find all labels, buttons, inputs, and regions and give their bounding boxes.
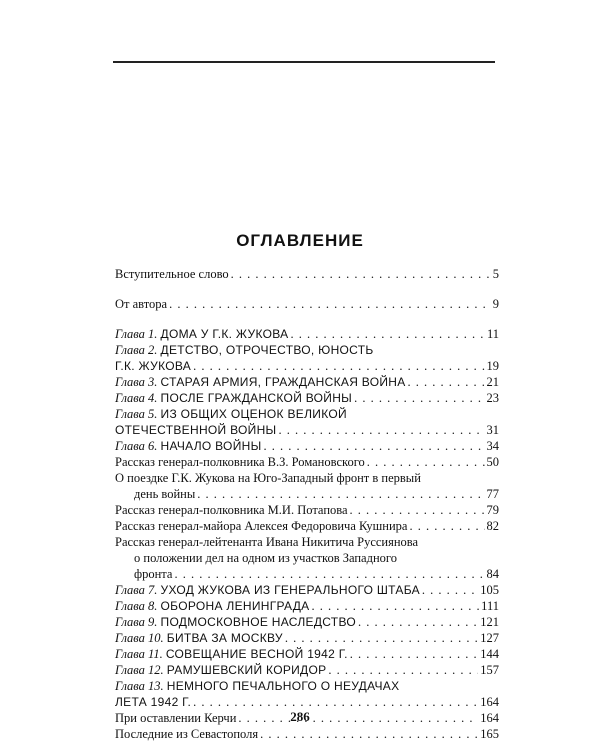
toc-entry-title-cont: фронта <box>134 567 173 581</box>
chapter-number: Глава 10. <box>115 631 164 645</box>
dot-leader <box>193 694 478 710</box>
chapter-number: Глава 1. <box>115 327 158 341</box>
toc-entry-title-cont: ОТЕЧЕСТВЕННОЙ ВОЙНЫ <box>115 423 277 437</box>
toc-entry[interactable] <box>115 374 499 390</box>
header-rule <box>113 61 495 63</box>
chapter-number: Глава 7. <box>115 583 158 597</box>
toc-entry-title: ДОМА У Г.К. ЖУКОВА <box>160 327 289 341</box>
chapter-number: Глава 3. <box>115 375 158 389</box>
toc-entry-continuation <box>115 358 499 374</box>
toc-entry[interactable] <box>115 678 499 694</box>
toc-entry-page: 164 <box>480 695 499 709</box>
chapter-number: Глава 4. <box>115 391 158 405</box>
chapter-number: Глава 8. <box>115 599 158 613</box>
dot-leader <box>311 598 479 614</box>
toc-entry[interactable] <box>115 518 499 534</box>
toc-entry[interactable] <box>115 598 499 614</box>
toc-entry[interactable] <box>115 326 499 342</box>
toc-entry[interactable] <box>115 454 499 470</box>
toc-entry-page: 157 <box>480 663 499 677</box>
dot-leader <box>409 518 484 534</box>
toc-entry-title: ПОДМОСКОВНОЕ НАСЛЕДСТВО <box>160 615 356 629</box>
toc-entry[interactable] <box>115 534 499 550</box>
dot-leader <box>422 582 478 598</box>
chapter-number: Глава 12. <box>115 663 164 677</box>
dot-leader <box>231 266 491 282</box>
dot-leader <box>408 374 485 390</box>
toc-entry-title: ОБОРОНА ЛЕНИНГРАДА <box>160 599 310 613</box>
toc-entry-page: 84 <box>486 567 499 581</box>
toc-entry-title: СОВЕЩАНИЕ ВЕСНОЙ 1942 Г. <box>165 647 348 661</box>
toc-entry-title: УХОД ЖУКОВА ИЗ ГЕНЕРАЛЬНОГО ШТАБА <box>160 583 420 597</box>
toc-entry-page: 111 <box>481 599 499 613</box>
toc-entry-title: Рассказ генерал-майора Алексея Федоровича Кушнира <box>115 519 408 533</box>
chapter-number: Глава 6. <box>115 439 158 453</box>
table-of-contents <box>115 266 499 742</box>
page-number: 286 <box>290 709 310 724</box>
toc-entry-title: НЕМНОГО ПЕЧАЛЬНОГО О НЕУДАЧАХ <box>166 679 400 693</box>
dot-leader <box>169 296 491 312</box>
dot-leader <box>328 662 478 678</box>
toc-entry-title: Последние из Севастополя <box>115 727 259 741</box>
toc-entry-page: 31 <box>486 423 499 437</box>
toc-entry-title-cont: день войны <box>134 487 196 501</box>
toc-entry-page: 9 <box>492 297 499 311</box>
dot-leader <box>290 326 484 342</box>
toc-entry[interactable] <box>115 630 499 646</box>
toc-entry-page: 164 <box>480 711 499 725</box>
toc-entry-page: 165 <box>480 727 499 741</box>
dot-leader <box>197 486 484 502</box>
toc-entry[interactable] <box>115 662 499 678</box>
toc-entry[interactable] <box>115 614 499 630</box>
dot-leader <box>358 614 478 630</box>
toc-entry-title: РАМУШЕВСКИЙ КОРИДОР <box>166 663 327 677</box>
toc-entry-page: 34 <box>486 439 499 453</box>
toc-entry-page: 5 <box>492 267 499 281</box>
chapter-number: Глава 9. <box>115 615 158 629</box>
dot-leader <box>174 566 484 582</box>
dot-leader <box>260 726 478 742</box>
toc-entry-title-cont: о положении дел на одном из участков Западного <box>134 551 397 565</box>
toc-entry-title: ДЕТСТВО, ОТРОЧЕСТВО, ЮНОСТЬ <box>160 343 374 357</box>
toc-entry-page: 19 <box>486 359 499 373</box>
toc-entry[interactable] <box>115 470 499 486</box>
toc-entry-page: 79 <box>486 503 499 517</box>
chapter-number: Глава 2. <box>115 343 158 357</box>
toc-entry-title: ИЗ ОБЩИХ ОЦЕНОК ВЕЛИКОЙ <box>160 407 347 421</box>
toc-entry-title: НАЧАЛО ВОЙНЫ <box>160 439 262 453</box>
toc-entry-title: Вступительное слово <box>115 267 229 281</box>
dot-leader <box>367 454 485 470</box>
toc-entry-continuation <box>115 694 499 710</box>
dot-leader <box>354 390 484 406</box>
chapter-number: Глава 11. <box>115 647 163 661</box>
toc-entry-page: 121 <box>480 615 499 629</box>
toc-entry-title-cont: Г.К. ЖУКОВА <box>115 359 192 373</box>
toc-entry-title: ПОСЛЕ ГРАЖДАНСКОЙ ВОЙНЫ <box>160 391 353 405</box>
toc-entry-title: Рассказ генерал-полковника М.И. Потапова <box>115 503 348 517</box>
dot-leader <box>350 646 479 662</box>
toc-entry-title-cont: ЛЕТА 1942 Г. <box>115 695 192 709</box>
chapter-number: Глава 13. <box>115 679 164 693</box>
toc-entry-page: 127 <box>480 631 499 645</box>
page-title: ОГЛАВЛЕНИЕ <box>236 231 364 250</box>
toc-entry-title: При оставлении Керчи <box>115 711 237 725</box>
toc-entry[interactable] <box>115 266 499 282</box>
toc-entry-page: 77 <box>486 487 499 501</box>
toc-entry[interactable] <box>115 296 499 312</box>
toc-entry-title: Рассказ генерал-полковника В.З. Романовского <box>115 455 365 469</box>
toc-entry-page: 23 <box>486 391 499 405</box>
dot-leader <box>278 422 484 438</box>
toc-entry-title: О поездке Г.К. Жукова на Юго-Западный фронт в первый <box>115 471 421 485</box>
dot-leader <box>285 630 478 646</box>
toc-entry-page: 105 <box>480 583 499 597</box>
toc-entry-page: 50 <box>486 455 499 469</box>
toc-entry[interactable] <box>115 390 499 406</box>
toc-entry-continuation <box>115 486 499 502</box>
toc-entry-title: От автора <box>115 297 168 311</box>
toc-entry[interactable] <box>115 646 499 662</box>
dot-leader <box>350 502 485 518</box>
toc-entry[interactable] <box>115 342 499 358</box>
toc-entry[interactable] <box>115 502 499 518</box>
dot-leader <box>264 438 485 454</box>
dot-leader <box>193 358 484 374</box>
toc-entry[interactable] <box>115 582 499 598</box>
toc-entry-page: 82 <box>486 519 499 533</box>
toc-entry[interactable] <box>115 406 499 422</box>
toc-entry-page: 11 <box>486 327 499 341</box>
toc-entry-continuation <box>115 422 499 438</box>
toc-entry-continuation <box>115 550 499 566</box>
toc-entry-page: 144 <box>480 647 499 661</box>
toc-entry-continuation <box>115 566 499 582</box>
toc-entry[interactable] <box>115 438 499 454</box>
toc-entry[interactable] <box>115 726 499 742</box>
toc-entry-title: БИТВА ЗА МОСКВУ <box>166 631 283 645</box>
chapter-number: Глава 5. <box>115 407 158 421</box>
toc-entry-title: СТАРАЯ АРМИЯ, ГРАЖДАНСКАЯ ВОЙНА <box>160 375 406 389</box>
toc-entry-title: Рассказ генерал-лейтенанта Ивана Никитича Руссиянова <box>115 535 419 549</box>
toc-entry-page: 21 <box>486 375 499 389</box>
